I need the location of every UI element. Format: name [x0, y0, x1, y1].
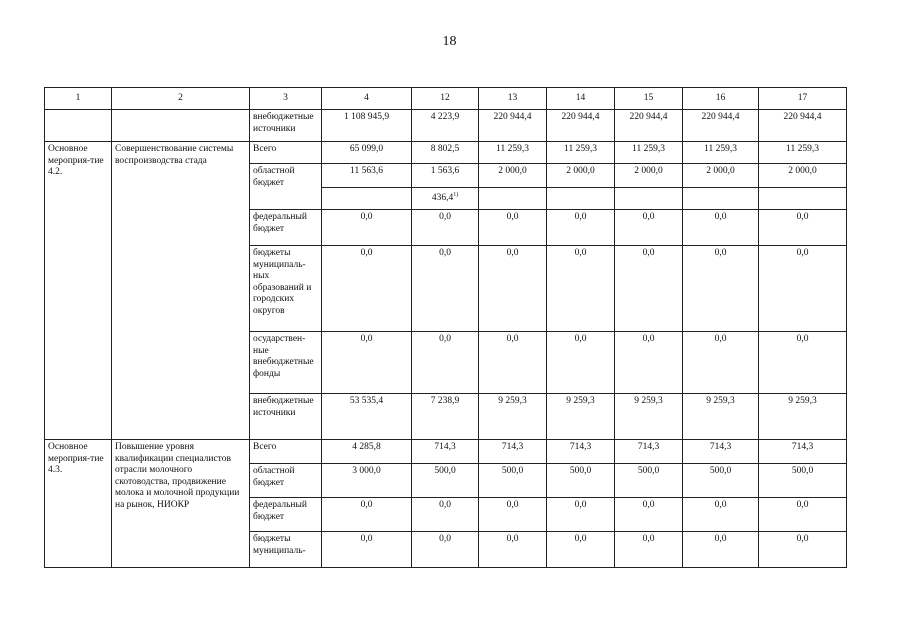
value-cell: 9 259,3 — [547, 394, 615, 440]
value-cell: 4 223,9 — [412, 110, 479, 142]
value-cell: 0,0 — [615, 332, 683, 394]
value-cell: 0,0 — [759, 210, 847, 246]
funding-source: осударствен-ные внебюджетные фонды — [250, 332, 322, 394]
measure-code: Основное мероприя-тие 4.2. — [45, 142, 112, 440]
value-cell: 11 259,3 — [615, 142, 683, 164]
value-cell: 500,0 — [479, 464, 547, 498]
value-cell: 220 944,4 — [759, 110, 847, 142]
value-cell: 9 259,3 — [683, 394, 759, 440]
value-cell: 500,0 — [547, 464, 615, 498]
value-cell: 9 259,3 — [479, 394, 547, 440]
code-cell — [45, 110, 112, 142]
table-row — [45, 110, 847, 142]
value-cell: 0,0 — [683, 532, 759, 568]
value-cell: 2 000,0 — [615, 164, 683, 188]
value-cell: 0,0 — [683, 332, 759, 394]
value-cell: 0,0 — [683, 498, 759, 532]
value-cell: 500,0 — [759, 464, 847, 498]
value-cell: 220 944,4 — [479, 110, 547, 142]
value-cell: 11 563,6 — [322, 164, 412, 188]
value-cell: 0,0 — [759, 532, 847, 568]
funding-source: внебюджетные источники — [250, 110, 322, 142]
value-cell: 714,3 — [683, 440, 759, 464]
value-cell: 0,0 — [322, 532, 412, 568]
table-header-row — [45, 88, 847, 110]
value-cell: 0,0 — [412, 246, 479, 332]
value-cell: 9 259,3 — [759, 394, 847, 440]
value-cell — [547, 188, 615, 210]
value-cell: 0,0 — [759, 498, 847, 532]
value-cell: 0,0 — [412, 498, 479, 532]
value-cell: 1 108 945,9 — [322, 110, 412, 142]
table-row — [45, 440, 847, 464]
value-cell: 2 000,0 — [479, 164, 547, 188]
budget-table — [44, 87, 847, 568]
column-header: 16 — [683, 88, 759, 110]
value-cell: 1 563,6 — [412, 164, 479, 188]
value-cell: 11 259,3 — [547, 142, 615, 164]
value-cell: 0,0 — [412, 210, 479, 246]
value-cell: 0,0 — [615, 210, 683, 246]
value-cell: 53 535,4 — [322, 394, 412, 440]
value-cell: 714,3 — [412, 440, 479, 464]
column-header: 2 — [112, 88, 250, 110]
funding-source: федеральный бюджет — [250, 498, 322, 532]
funding-source: Всего — [250, 142, 322, 164]
funding-source: бюджеты муниципаль-ных образований и городских округов — [250, 246, 322, 332]
value-cell: 220 944,4 — [547, 110, 615, 142]
value-cell: 0,0 — [479, 532, 547, 568]
value-cell: 0,0 — [479, 332, 547, 394]
value-cell: 9 259,3 — [615, 394, 683, 440]
value-cell: 0,0 — [479, 246, 547, 332]
funding-source: Всего — [250, 440, 322, 464]
value-cell: 0,0 — [412, 532, 479, 568]
funding-source: внебюджетные источники — [250, 394, 322, 440]
value-cell: 11 259,3 — [759, 142, 847, 164]
value-cell: 0,0 — [547, 498, 615, 532]
page-number: 18 — [442, 34, 457, 49]
value-cell: 0,0 — [547, 246, 615, 332]
value-cell: 0,0 — [547, 210, 615, 246]
value-cell: 500,0 — [683, 464, 759, 498]
footnote-mark: 1) — [453, 192, 459, 198]
value-cell: 0,0 — [322, 332, 412, 394]
value-cell: 2 000,0 — [759, 164, 847, 188]
measure-title: Совершенствование системы воспроизводства стада — [112, 142, 250, 440]
note-value: 436,4 — [431, 193, 454, 204]
value-cell: 0,0 — [683, 210, 759, 246]
value-cell: 8 802,5 — [412, 142, 479, 164]
value-cell — [322, 188, 412, 210]
column-header: 15 — [615, 88, 683, 110]
value-cell-note — [412, 188, 479, 210]
column-header: 3 — [250, 88, 322, 110]
value-cell: 0,0 — [547, 332, 615, 394]
value-cell: 3 000,0 — [322, 464, 412, 498]
funding-source: бюджеты муниципаль- — [250, 532, 322, 568]
value-cell: 714,3 — [547, 440, 615, 464]
value-cell: 0,0 — [479, 210, 547, 246]
value-cell: 220 944,4 — [683, 110, 759, 142]
value-cell: 2 000,0 — [683, 164, 759, 188]
value-cell: 714,3 — [759, 440, 847, 464]
value-cell: 714,3 — [615, 440, 683, 464]
column-header: 4 — [322, 88, 412, 110]
value-cell: 0,0 — [479, 498, 547, 532]
value-cell: 500,0 — [412, 464, 479, 498]
value-cell: 11 259,3 — [479, 142, 547, 164]
value-cell: 0,0 — [322, 498, 412, 532]
value-cell: 0,0 — [683, 246, 759, 332]
value-cell: 0,0 — [615, 498, 683, 532]
funding-source: областной бюджет — [250, 164, 322, 210]
value-cell: 714,3 — [479, 440, 547, 464]
value-cell — [615, 188, 683, 210]
column-header: 12 — [412, 88, 479, 110]
value-cell: 7 238,9 — [412, 394, 479, 440]
value-cell: 0,0 — [615, 532, 683, 568]
column-header: 14 — [547, 88, 615, 110]
measure-title: Повышение уровня квалификации специалистов отрасли молочного скотоводства, продвижение молока и молочной продукции на рынок, НИОКР — [112, 440, 250, 568]
value-cell: 2 000,0 — [547, 164, 615, 188]
column-header: 17 — [759, 88, 847, 110]
value-cell: 0,0 — [322, 246, 412, 332]
value-cell — [479, 188, 547, 210]
value-cell — [683, 188, 759, 210]
column-header: 1 — [45, 88, 112, 110]
value-cell: 0,0 — [759, 332, 847, 394]
value-cell — [759, 188, 847, 210]
table-row — [45, 142, 847, 164]
funding-source: областной бюджет — [250, 464, 322, 498]
value-cell: 0,0 — [547, 532, 615, 568]
funding-source: федеральный бюджет — [250, 210, 322, 246]
value-cell: 0,0 — [615, 246, 683, 332]
value-cell: 65 099,0 — [322, 142, 412, 164]
measure-code: Основное мероприя-тие 4.3. — [45, 440, 112, 568]
column-header: 13 — [479, 88, 547, 110]
value-cell: 0,0 — [322, 210, 412, 246]
title-cell — [112, 110, 250, 142]
value-cell: 11 259,3 — [683, 142, 759, 164]
value-cell: 4 285,8 — [322, 440, 412, 464]
value-cell: 500,0 — [615, 464, 683, 498]
value-cell: 0,0 — [759, 246, 847, 332]
value-cell: 220 944,4 — [615, 110, 683, 142]
value-cell: 0,0 — [412, 332, 479, 394]
